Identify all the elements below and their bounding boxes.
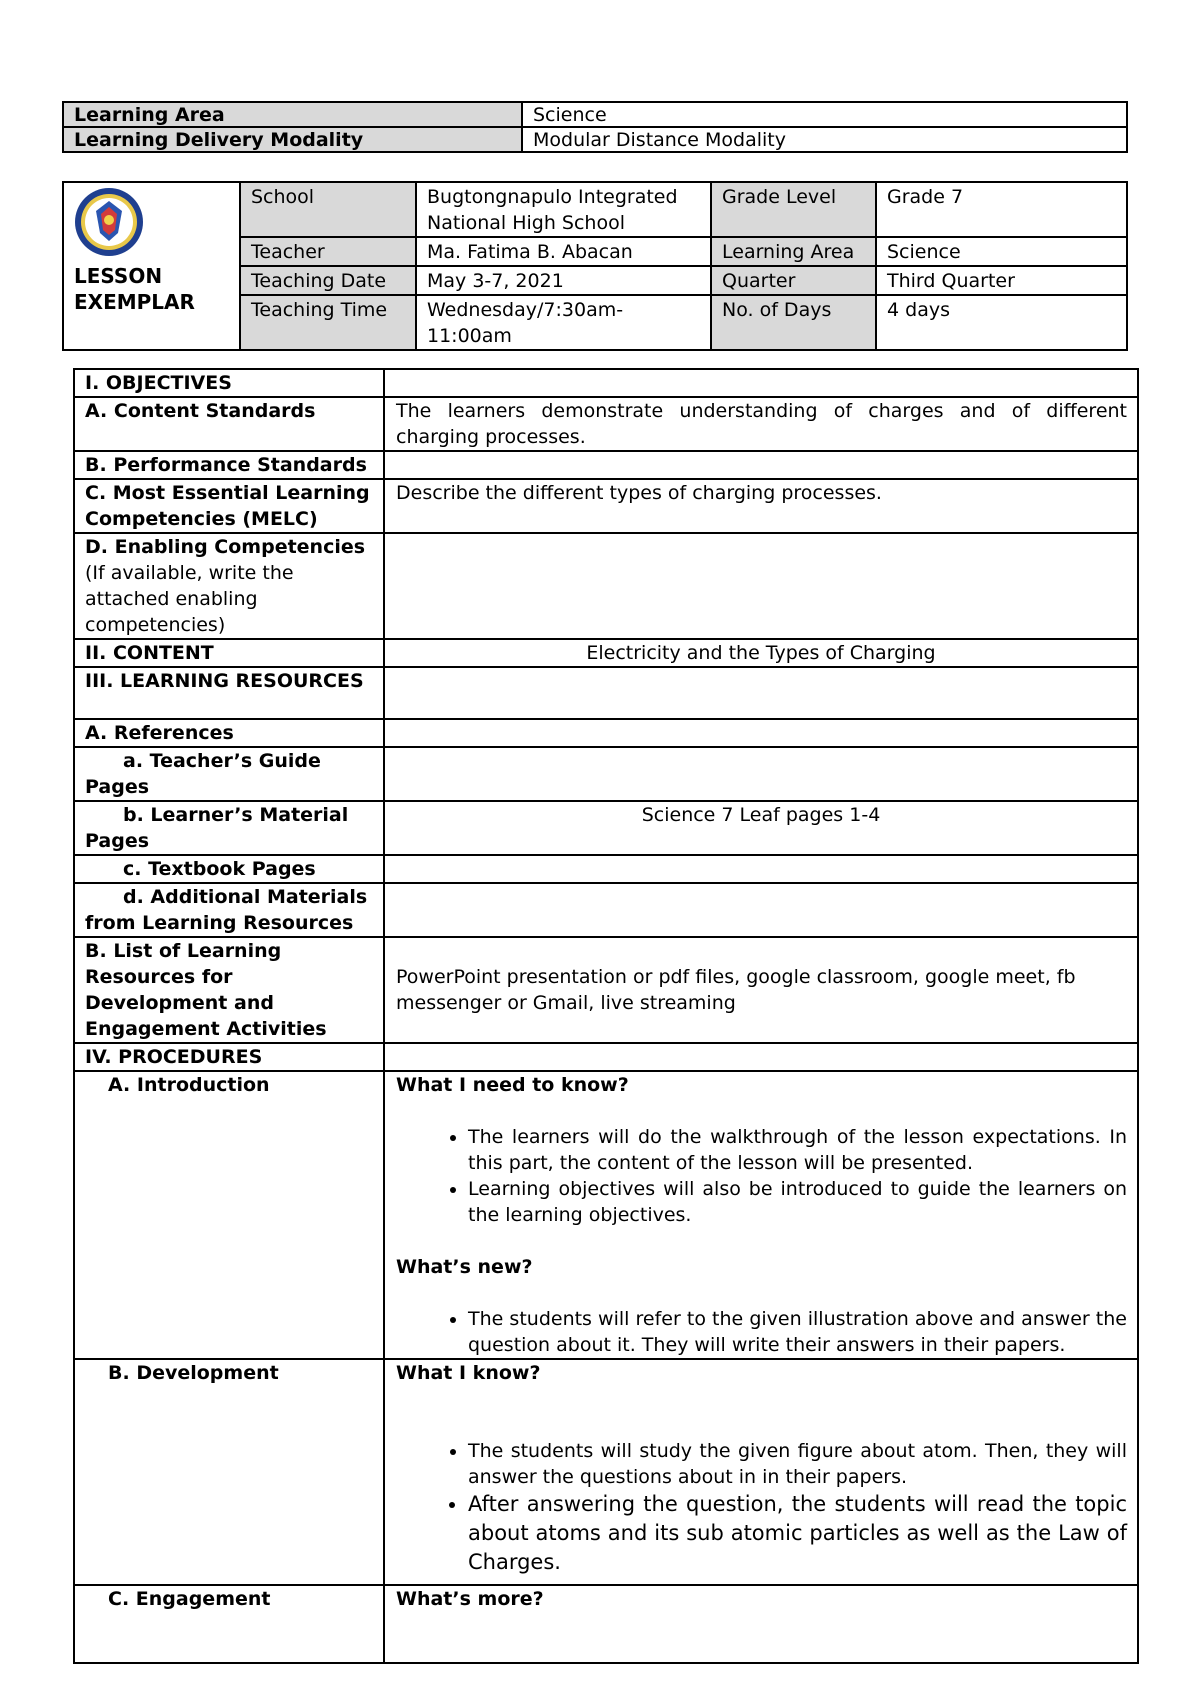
days-value: 4 days	[876, 295, 1127, 350]
content-standards-label: A. Content Standards	[74, 397, 384, 451]
enabling-value	[384, 533, 1138, 639]
enabling-note: (If available, write the attached enabling competencies)	[85, 562, 294, 636]
teachers-guide-value	[384, 747, 1138, 801]
quarter-label: Quarter	[711, 266, 876, 295]
engagement-label: C. Engagement	[74, 1585, 384, 1663]
textbook-value	[384, 855, 1138, 883]
development-content	[384, 1359, 1138, 1585]
dev-bullet-list	[396, 1438, 1127, 1577]
additional-materials-value	[384, 883, 1138, 937]
performance-standards-value	[384, 451, 1138, 479]
area-label: Learning Area	[711, 237, 876, 266]
lesson-title-line1: LESSON	[74, 264, 163, 288]
additional-materials-label	[74, 883, 384, 937]
lesson-header-table	[62, 181, 1128, 351]
objectives-heading: I. OBJECTIVES	[74, 369, 384, 397]
date-value: May 3-7, 2021	[416, 266, 711, 295]
introduction-label: A. Introduction	[74, 1071, 384, 1359]
introduction-content	[384, 1071, 1138, 1359]
eng-heading-whats-more: What’s more?	[396, 1588, 544, 1610]
enabling-cell	[74, 533, 384, 639]
modality-table	[62, 101, 1128, 153]
content-value: Electricity and the Types of Charging	[384, 639, 1138, 667]
grade-label: Grade Level	[711, 182, 876, 237]
teachers-guide-label	[74, 747, 384, 801]
list-resources-label: B. List of Learning Resources for Development and Engagement Activities	[74, 937, 384, 1043]
modality-value: Modular Distance Modality	[522, 127, 1127, 152]
quarter-value: Third Quarter	[876, 266, 1127, 295]
school-label: School	[240, 182, 416, 237]
learning-area-value: Science	[522, 102, 1127, 127]
performance-standards-label: B. Performance Standards	[74, 451, 384, 479]
school-value: Bugtongnapulo Integrated National High School	[416, 182, 711, 237]
list-item: • Learning objectives will also be introduced to guide the learners on the learning objectives.	[468, 1176, 1127, 1228]
intro-bullet-list-2	[396, 1306, 1127, 1358]
deped-seal-icon	[74, 187, 144, 257]
teacher-label: Teacher	[240, 237, 416, 266]
date-label: Teaching Date	[240, 266, 416, 295]
engagement-content	[384, 1585, 1138, 1663]
modality-label: Learning Delivery Modality	[63, 127, 522, 152]
intro-heading-whats-new: What’s new?	[396, 1256, 533, 1278]
days-label: No. of Days	[711, 295, 876, 350]
list-item: • The learners will do the walkthrough of the lesson expectations. In this part, the content of the lesson will be presented.	[468, 1124, 1127, 1176]
dev-heading-what-i-know: What I know?	[396, 1362, 541, 1384]
time-value: Wednesday/7:30am-11:00am	[416, 295, 711, 350]
procedures-value	[384, 1043, 1138, 1071]
logo-cell	[63, 182, 240, 350]
textbook-label	[74, 855, 384, 883]
melc-value: Describe the different types of charging processes.	[384, 479, 1138, 533]
resources-value	[384, 667, 1138, 719]
references-value	[384, 719, 1138, 747]
learning-area-label: Learning Area	[63, 102, 522, 127]
time-label: Teaching Time	[240, 295, 416, 350]
area-value: Science	[876, 237, 1127, 266]
development-label: B. Development	[74, 1359, 384, 1585]
textbook-text: c. Textbook Pages	[123, 858, 316, 880]
lesson-plan-table	[73, 368, 1139, 1664]
additional-materials-text: d. Additional Materials from Learning Resources	[85, 886, 368, 934]
learners-material-label	[74, 801, 384, 855]
content-standards-value: The learners demonstrate understanding of charges and of different charging processes.	[384, 397, 1138, 451]
grade-value: Grade 7	[876, 182, 1127, 237]
objectives-empty	[384, 369, 1138, 397]
intro-bullet-list-1	[396, 1124, 1127, 1228]
learners-material-value: Science 7 Leaf pages 1-4	[384, 801, 1138, 855]
references-label: A. References	[74, 719, 384, 747]
list-item: • After answering the question, the students will read the topic about atoms and its sub atomic particles as well as the Law of Charges.	[468, 1490, 1127, 1577]
teachers-guide-text: a. Teacher’s Guide Pages	[85, 750, 321, 798]
procedures-label: IV. PROCEDURES	[74, 1043, 384, 1071]
intro-heading-need-to-know: What I need to know?	[396, 1074, 629, 1096]
teacher-value: Ma. Fatima B. Abacan	[416, 237, 711, 266]
content-label: II. CONTENT	[74, 639, 384, 667]
list-item: • The students will study the given figure about atom. Then, they will answer the questions about in in their papers.	[468, 1438, 1127, 1490]
lesson-title-line2: EXEMPLAR	[74, 290, 195, 314]
resources-label: III. LEARNING RESOURCES	[74, 667, 384, 719]
melc-label: C. Most Essential Learning Competencies (MELC)	[74, 479, 384, 533]
list-item: • The students will refer to the given illustration above and answer the question about it. They will write their answers in their papers.	[468, 1306, 1127, 1358]
learners-material-text: b. Learner’s Material Pages	[85, 804, 349, 852]
list-resources-value: PowerPoint presentation or pdf files, google classroom, google meet, fb messenger or Gmail, live streaming	[384, 937, 1138, 1043]
enabling-label: D. Enabling Competencies	[85, 536, 366, 558]
